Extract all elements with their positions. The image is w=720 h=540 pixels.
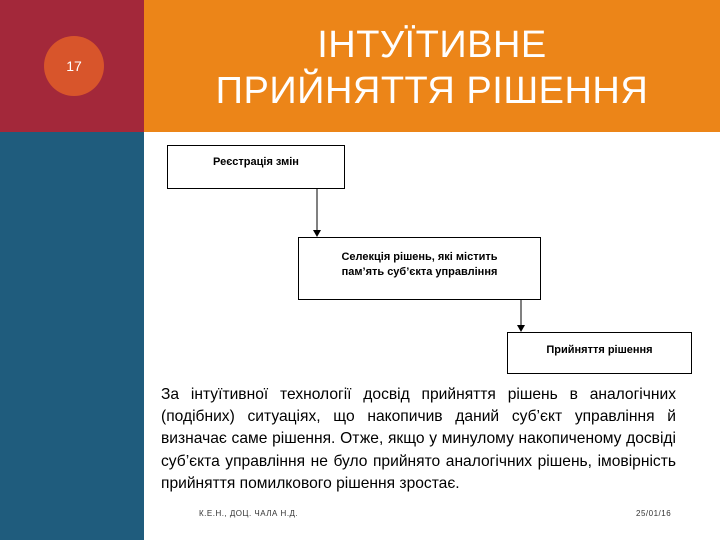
diagram-box-selection-line-1: Селекція рішень, які містить	[341, 251, 498, 263]
slide-number: 17	[44, 36, 104, 96]
footer-date: 25/01/16	[636, 509, 672, 518]
banner-divider	[144, 132, 720, 136]
slide-title-line-2: ПРИЙНЯТТЯ РІШЕННЯ	[215, 70, 649, 112]
diagram-box-selection	[298, 237, 541, 300]
arrowhead-step3	[517, 325, 525, 332]
arrowhead-step2	[313, 230, 321, 237]
diagram-box-decision: Прийняття рішення	[507, 332, 692, 374]
diagram-box-register-changes: Реєстрація змін	[167, 145, 345, 189]
diagram-box-selection-line-2: пам’ять суб’єкта управління	[341, 266, 498, 278]
left-decorative-strip	[0, 132, 144, 540]
body-paragraph: За інтуїтивної технології досвід прийняття рішень в аналогічних (подібних) ситуаціях, що накопичив даний суб’єкт управління й визначає саме рішення. Отже, якщо у минулому накопиченому досвіді суб’єкта управління не було прийнято аналогічних рішень, імовірність прийняття помилкового рішення зростає.	[161, 386, 676, 492]
slide-title	[144, 22, 720, 114]
slide-title-line-1: ІНТУЇТИВНЕ	[317, 24, 547, 66]
footer-author: К.Е.Н., ДОЦ. ЧАЛА Н.Д.	[199, 509, 299, 518]
